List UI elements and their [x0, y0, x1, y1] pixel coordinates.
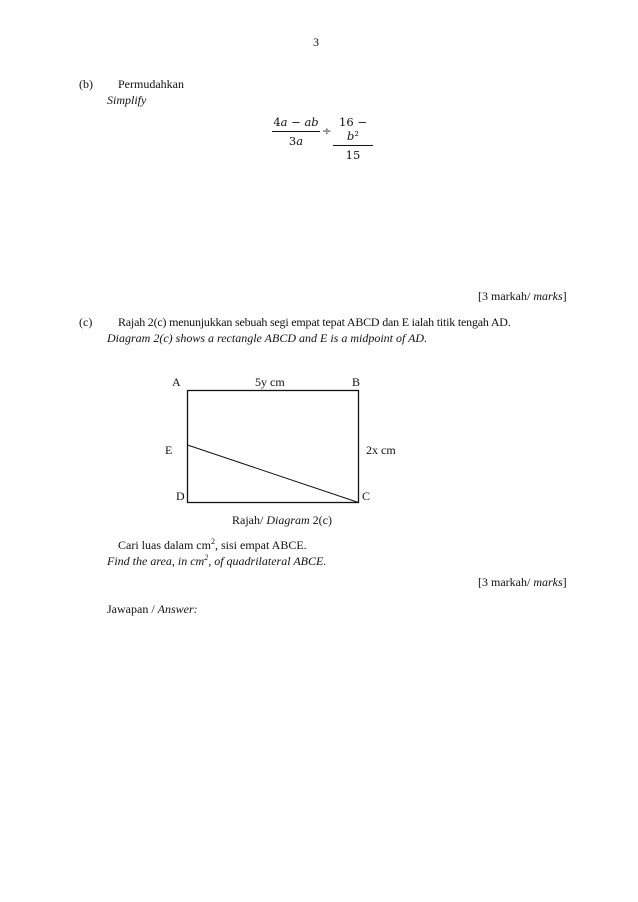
part-b-marks-en: marks: [533, 289, 563, 303]
part-c-text-en: Diagram 2(c) shows a rectangle ABCD and E is a midpoint of AD.: [107, 331, 428, 345]
caption-en: Diagram: [266, 513, 310, 527]
vertex-d-label: D: [176, 489, 185, 503]
question-ms-pre: Cari luas dalam cm: [118, 538, 211, 552]
page-number: 3: [313, 35, 319, 49]
part-b-marks-ms: [3 markah/: [478, 289, 534, 303]
vertex-a-label: A: [172, 375, 181, 389]
rectangle-abcd: [188, 391, 359, 503]
part-c-marks-close: ]: [562, 575, 567, 589]
question-en-post: , of quadrilateral ABCE.: [208, 554, 327, 568]
answer-en: Answer:: [157, 602, 198, 616]
part-c-text-ms: Rajah 2(c) menunjukkan sebuah segi empat tepat ABCD dan E ialah titik tengah AD.: [118, 315, 511, 329]
caption-num: 2(c): [309, 513, 332, 527]
caption-ms: Rajah/: [232, 513, 267, 527]
part-c-marks-ms: [3 markah/: [478, 575, 534, 589]
question-en-pre: Find the area, in cm: [107, 554, 205, 568]
fraction-1-denominator: 3𝑎: [288, 134, 304, 148]
fraction-1-numerator: 4𝑎 − 𝑎𝑏: [273, 115, 319, 129]
diagram-caption: [232, 513, 332, 528]
question-en: [107, 553, 326, 569]
division-operator: ÷: [322, 124, 332, 138]
part-c-marks-en: marks: [533, 575, 563, 589]
segment-ec: [188, 445, 359, 503]
vertex-c-label: C: [362, 489, 371, 503]
question-en-sup: 2: [204, 553, 209, 562]
question-ms-sup: 2: [210, 537, 215, 546]
fraction-2-numerator: 16 − 𝑏²: [339, 115, 367, 143]
part-b-title-en: Simplify: [107, 93, 147, 107]
question-ms: [118, 537, 307, 553]
question-ms-post: , sisi empat ABCE.: [214, 538, 307, 552]
answer-ms: Jawapan /: [107, 602, 158, 616]
fraction-2-denominator: 15: [345, 148, 361, 162]
part-b-label: (b): [79, 77, 93, 91]
part-c-marks: [478, 575, 567, 590]
part-b-title-ms: Permudahkan: [118, 77, 184, 91]
vertex-b-label: B: [352, 375, 361, 389]
point-e-label: E: [165, 443, 173, 457]
top-side-label: 5y cm: [255, 375, 285, 389]
part-c-label: (c): [79, 315, 93, 329]
answer-label: [107, 602, 198, 617]
right-side-label: 2x cm: [366, 443, 396, 457]
part-b-marks-close: ]: [562, 289, 567, 303]
